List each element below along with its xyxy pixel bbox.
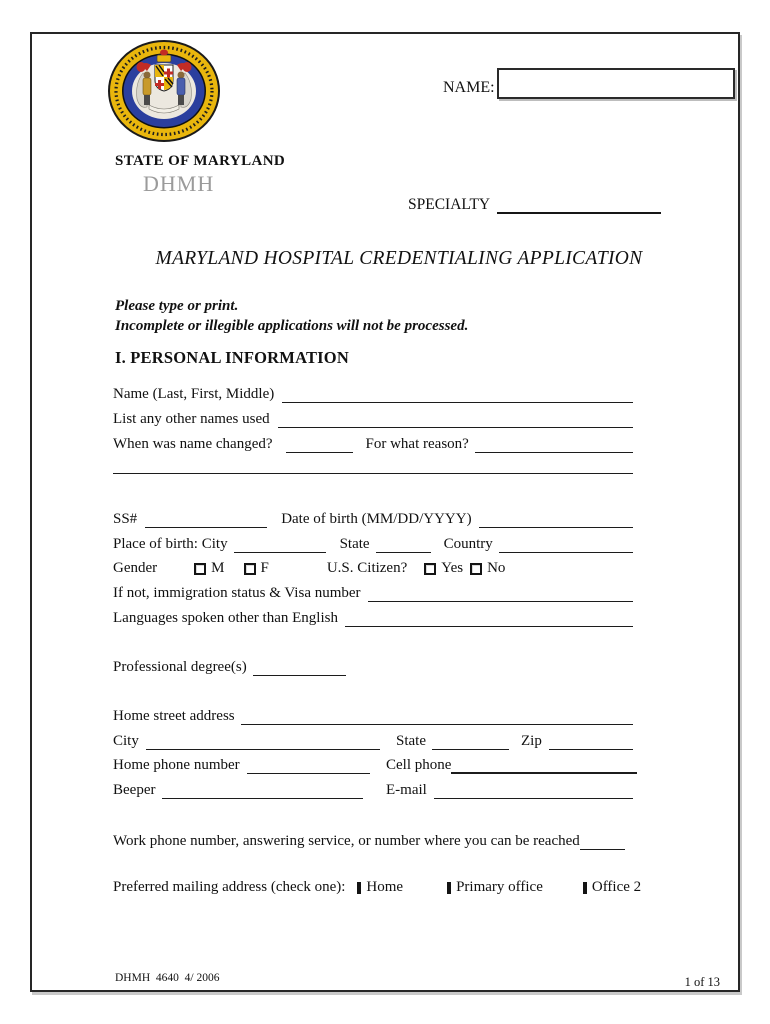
degrees-input-line[interactable] xyxy=(253,660,346,676)
org-name: STATE OF MARYLAND xyxy=(115,153,286,169)
mailing-home-checkbox[interactable] xyxy=(357,882,361,894)
email-label: E-mail xyxy=(386,782,427,798)
email-field xyxy=(386,781,633,799)
street-row xyxy=(113,707,633,725)
citizen-yes-checkbox[interactable] xyxy=(424,563,436,575)
form-title: MARYLAND HOSPITAL CREDENTIALING APPLICATION xyxy=(155,248,643,269)
form-page xyxy=(30,32,740,992)
instruction-line-2: Incomplete or illegible applications will not be processed. xyxy=(115,318,469,334)
name-label: NAME: xyxy=(443,79,495,96)
org-abbreviation: DHMH xyxy=(143,171,215,196)
gender-citizen-row xyxy=(113,559,633,577)
citizen-no-label: No xyxy=(487,560,506,576)
page-number: 1 of 13 xyxy=(684,975,720,989)
languages-input-line[interactable] xyxy=(345,611,633,627)
gender-f-label: F xyxy=(260,560,269,576)
gender-m-label: M xyxy=(211,560,225,576)
cell-phone-label: Cell phone xyxy=(386,757,452,773)
degrees-row xyxy=(113,658,633,676)
mailing-label: Preferred mailing address (check one): xyxy=(113,879,346,895)
phone-row xyxy=(113,756,637,774)
work-phone-input-line[interactable] xyxy=(580,834,625,850)
beeper-field xyxy=(113,781,363,799)
reason-continuation-line[interactable] xyxy=(113,458,633,474)
name-changed-row xyxy=(113,435,633,453)
city-state-zip-row xyxy=(113,732,633,750)
specialty-field xyxy=(408,196,661,214)
city-label: City xyxy=(113,733,139,749)
city-field xyxy=(113,732,380,750)
name-input-line[interactable] xyxy=(282,387,633,403)
name-changed-label: When was name changed? xyxy=(113,436,273,452)
state-label: State xyxy=(396,733,426,749)
instruction-line-1: Please type or print. xyxy=(115,298,239,314)
immigration-label: If not, immigration status & Visa number xyxy=(113,585,361,601)
languages-label: Languages spoken other than English xyxy=(113,610,338,626)
pob-state-label: State xyxy=(339,536,370,552)
pob-state-input-line[interactable] xyxy=(376,537,431,553)
zip-input-line[interactable] xyxy=(549,734,633,750)
mailing-address-row xyxy=(113,878,642,896)
pob-city-label: Place of birth: City xyxy=(113,536,228,552)
dob-label: Date of birth (MM/DD/YYYY) xyxy=(281,511,472,527)
pob-country-label: Country xyxy=(443,536,493,552)
beeper-email-row xyxy=(113,781,633,799)
ssn-dob-row xyxy=(113,510,633,528)
mailing-primary-label: Primary office xyxy=(456,879,543,895)
mailing-primary-checkbox[interactable] xyxy=(447,882,451,894)
dob-input-line[interactable] xyxy=(479,512,633,528)
cell-phone-input-line[interactable] xyxy=(451,758,637,774)
maryland-state-seal-icon xyxy=(107,39,221,143)
zip-label: Zip xyxy=(521,733,542,749)
home-phone-input-line[interactable] xyxy=(247,758,370,774)
other-names-input-line[interactable] xyxy=(278,412,633,428)
beeper-input-line[interactable] xyxy=(162,783,363,799)
languages-row xyxy=(113,609,633,627)
mailing-home-label: Home xyxy=(366,879,404,895)
pob-city-input-line[interactable] xyxy=(234,537,326,553)
reason-continuation-row xyxy=(113,458,633,474)
name-field-label: Name (Last, First, Middle) xyxy=(113,386,275,402)
name-input-box[interactable] xyxy=(497,68,735,99)
section-heading: I. PERSONAL INFORMATION xyxy=(115,348,349,367)
mailing-office2-label: Office 2 xyxy=(591,879,642,895)
other-names-row xyxy=(113,410,633,428)
state-field xyxy=(396,732,509,750)
gender-label: Gender xyxy=(113,560,158,576)
mailing-office2-checkbox[interactable] xyxy=(583,882,587,894)
city-input-line[interactable] xyxy=(146,734,380,750)
street-input-line[interactable] xyxy=(241,709,633,725)
pob-country-input-line[interactable] xyxy=(499,537,633,553)
citizen-no-checkbox[interactable] xyxy=(470,563,482,575)
citizen-label: U.S. Citizen? xyxy=(326,560,408,576)
zip-field xyxy=(521,732,633,750)
name-changed-input-line[interactable] xyxy=(286,437,353,453)
state-input-line[interactable] xyxy=(432,734,509,750)
reason-input-line[interactable] xyxy=(475,437,633,453)
gender-m-checkbox[interactable] xyxy=(194,563,206,575)
specialty-input-line[interactable] xyxy=(497,199,661,214)
specialty-label: SPECIALTY xyxy=(408,196,491,213)
street-label: Home street address xyxy=(113,708,235,724)
other-names-label: List any other names used xyxy=(113,411,270,427)
ssn-input-line[interactable] xyxy=(145,512,267,528)
home-phone-field xyxy=(113,756,370,774)
work-phone-row xyxy=(113,832,625,850)
citizen-yes-label: Yes xyxy=(441,560,464,576)
ssn-label: SS# xyxy=(113,511,138,527)
immigration-row xyxy=(113,584,633,602)
home-phone-label: Home phone number xyxy=(113,757,240,773)
reason-label: For what reason? xyxy=(365,436,469,452)
email-input-line[interactable] xyxy=(434,783,633,799)
form-number: DHMH 4640 4/ 2006 xyxy=(115,972,220,984)
cell-phone-field xyxy=(386,756,637,774)
name-field-row xyxy=(113,385,633,403)
work-phone-label: Work phone number, answering service, or number where you can be reached xyxy=(113,833,580,849)
gender-f-checkbox[interactable] xyxy=(244,563,256,575)
place-of-birth-row xyxy=(113,535,633,553)
beeper-label: Beeper xyxy=(113,782,156,798)
immigration-input-line[interactable] xyxy=(368,586,633,602)
degrees-label: Professional degree(s) xyxy=(113,659,247,675)
instructions xyxy=(115,296,468,336)
